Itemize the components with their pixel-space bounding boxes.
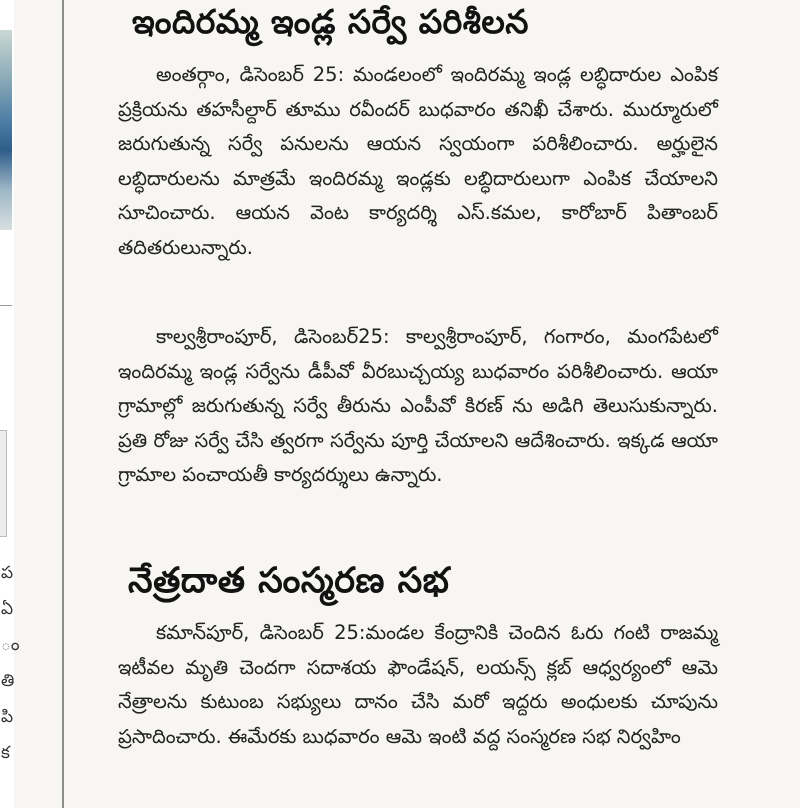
adjacent-glyph: ఏ <box>1 599 14 619</box>
adjacent-box-edge <box>0 430 7 537</box>
article1-paragraph-2: కాల్వశ్రీరాంపూర్, డిసెంబర్25: కాల్వశ్రీరాంపూర్, గంగారం, మంగపేటలో ఇందిరమ్మ ఇండ్ల సర్వేను డీపీవో వీరబుచ్చయ్య బుధవారం పరిశీలించారు. ఆయా గ్రామాల్లో జరుగుతున్న సర్వే తీరును ఎంపీవో కిరణ్ ను అడిగి తెలుసుకున్నారు. ప్రతి రోజు సర్వే చేసి త్వరగా సర్వేను పూర్తి చేయాలని ఆదేశించారు. ఇక్కడ ఆయా గ్రామాల పంచాయతీ కార్యదర్శులు ఉన్నారు. <box>118 325 718 487</box>
adjacent-text-fragments <box>1 555 20 771</box>
adjacent-glyph: పి <box>1 707 14 727</box>
adjacent-divider <box>0 305 12 306</box>
adjacent-glyph: క <box>1 743 10 763</box>
adjacent-glyph: ప <box>1 563 14 583</box>
article2-paragraph-1: కమాన్‌పూర్, డిసెంబర్ 25:మండల కేంద్రానికి చెందిన ఓరు గంటి రాజమ్మ ఇటీవల మృతి చెందగా సదాశయ ఫౌండేషన్, లయన్స్ క్లబ్ ఆధ్వర్యంలో ఆమె నేత్రాలను కుటుంబ సభ్యులు దానం చేసి మరో ఇద్దరు అంధులకు చూపును ప్రసాదించారు. ఈమేరకు బుధవారం ఆమె ఇంటి వద్ద సంస్మరణ సభ నిర్వహిం <box>118 621 718 748</box>
adjacent-column <box>0 0 20 808</box>
article1-paragraph-1: అంతర్గాం, డిసెంబర్ 25: మండలంలో ఇందిరమ్మ ఇండ్ల లబ్ధిదారుల ఎంపిక ప్రక్రియను తహసీల్దార్ తూము రవీందర్ బుధవారం తనిఖీ చేశారు. ముర్మూరులో జరుగుతున్న సర్వే పనులను ఆయన స్వయంగా పరిశీలించారు. అర్హులైన లబ్ధిదారులను మాత్రమే ఇందిరమ్మ ఇండ్లకు లబ్ధిదారులుగా ఎంపిక చేయాలని సూచించారు. ఆయన వెంట కార్యదర్శి ఎస్.కమల, కారోబార్ పితాంబర్ తదితరులున్నారు. <box>118 63 718 259</box>
article2-headline: నేత్రదాత సంస్మరణ సభ <box>128 561 450 601</box>
column-divider <box>62 0 64 808</box>
article1-headline: ఇందిరమ్మ ఇండ్ల సర్వే పరిశీలన <box>132 2 529 41</box>
adjacent-photo-edge <box>0 30 12 230</box>
adjacent-glyph: తి <box>1 671 15 691</box>
adjacent-glyph: ం <box>1 635 20 655</box>
